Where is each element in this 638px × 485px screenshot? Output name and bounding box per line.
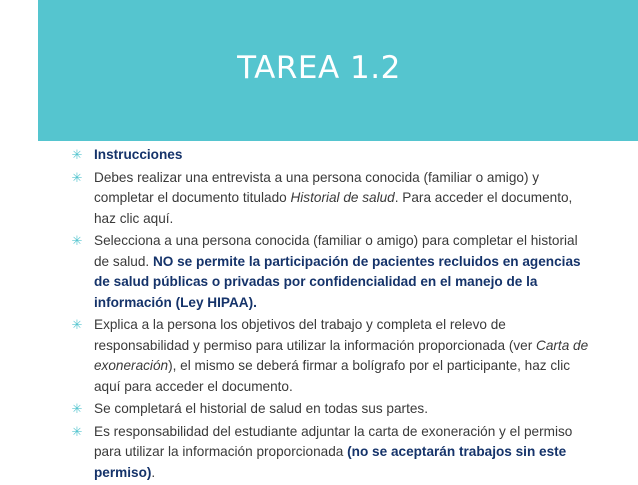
text-segment: Es responsabilidad del estudiante adjuntar la carta de exoneración y el permiso para utilizar la información proporcionada [94, 423, 573, 459]
asterisk-bullet-icon: ✳ [71, 401, 83, 416]
list-item [70, 399, 590, 420]
asterisk-bullet-icon: ✳ [71, 423, 83, 439]
text-segment: Se completará el historial de salud en todas sus partes. [94, 401, 428, 416]
list-item [70, 168, 590, 230]
text-segment: . [151, 464, 156, 480]
asterisk-bullet-icon: ✳ [71, 317, 83, 332]
document-title-text: Carta de exoneración [94, 337, 589, 373]
warning-text: (no se aceptarán trabajos sin este permiso) [94, 444, 567, 480]
document-title-text: Historial de salud [290, 190, 395, 205]
list-item-heading [70, 145, 590, 166]
asterisk-bullet-icon: ✳ [71, 147, 83, 162]
asterisk-bullet-icon: ✳ [71, 233, 83, 248]
instructions-heading: Instrucciones [94, 147, 183, 162]
list-item [70, 422, 590, 484]
list-item [70, 231, 590, 313]
warning-text: NO se permite la participación de pacientes recluidos en agencias de salud públicas o privadas por confidencialidad en el manejo de la información (Ley HIPAA). [94, 253, 581, 310]
instructions-list [70, 145, 590, 485]
slide-title: TAREA 1.2 [237, 50, 401, 86]
text-segment: Debes realizar una entrevista a una persona conocida (familiar o amigo) y completar el documento titulado [94, 169, 540, 205]
access-link-text[interactable]: ), el mismo se deberá firmar a bolígrafo por el participante, haz clic aquí para acceder el documento. [94, 358, 571, 394]
text-segment: Selecciona a una persona conocida (familiar o amigo) para completar el historial de salud. [94, 233, 578, 269]
text-segment: Explica a la persona los objetivos del trabajo y completa el relevo de responsabilidad y permiso para utilizar la información proporcionada (ver [94, 317, 537, 353]
access-link-text[interactable]: . Para acceder el documento, haz clic aquí. [94, 190, 573, 226]
list-item [70, 315, 590, 397]
asterisk-bullet-icon: ✳ [71, 169, 83, 185]
